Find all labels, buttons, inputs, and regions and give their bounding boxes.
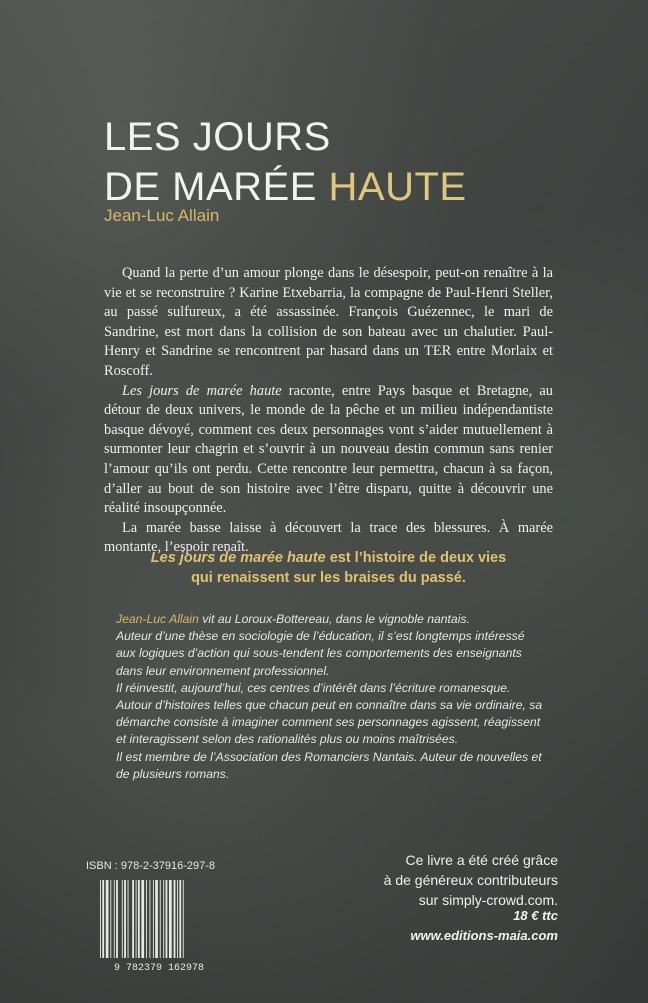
barcode-bar: [177, 880, 178, 958]
barcode-bar: [160, 880, 161, 958]
barcode-bar: [114, 880, 115, 958]
bio-paragraph-1: [116, 611, 544, 628]
tagline: [104, 548, 553, 588]
barcode-bar: [155, 880, 158, 958]
barcode-bar: [153, 880, 154, 958]
barcode-bar: [132, 880, 134, 958]
crowdfunding-credit: [298, 850, 558, 910]
bio-author-name: Jean-Luc Allain: [116, 612, 199, 626]
blurb-paragraph-1: Quand la perte d’un amour plonge dans le désespoir, peut-on renaître à la vie et se reconstruire ? Karine Etxebarria, la compagne de Paul-Henri Steller, au passé sulfureux, a été assassinée. François Guézennec, le mari de Sandrine, est mort dans la collision de son bateau avec un chalutier. Paul-Henry et Sandrine se rencontrent par hasard dans un TER entre Morlaix et Roscoff.: [104, 265, 553, 379]
bio-paragraph-3: Il réinvestit, aujourd’hui, ces centres d’intérêt dans l’écriture romanesque. Autour d’histoires telles que chacun peut en connaître dans sa vie ordinaire, sa démarche consiste à imaginer comment ses personnages agissent, réagissent et interagissent selon des rationalités plus ou moins maîtrisées.: [116, 680, 543, 747]
publisher-website-link[interactable]: www.editions-maia.com: [410, 928, 558, 943]
blurb-paragraph-2-text: raconte, entre Pays basque et Bretagne, au détour de deux univers, le monde de la pêche et un milieu indépendantiste basque dévoyé, comment ces deux personnages vont s’aider mutuellement à surmonter leur chagrin et s’ouvrir à un nouveau destin commun sans renier l’amour qu’ils ont perdu. Cette rencontre leur permettra, chacun à sa façon, d’aller au bout de son histoire avec l’être disparu, quitte à découvrir une réalité insoupçonnée.: [104, 382, 553, 517]
barcode-bar: [146, 880, 147, 958]
blurb-paragraph-2: [104, 382, 553, 519]
barcode-bar: [106, 880, 109, 958]
credit-line-1: Ce livre a été créé grâce: [405, 852, 558, 868]
isbn-block: [86, 860, 236, 972]
author-bio: [116, 611, 544, 783]
barcode-digits: 9 782379 162978: [113, 963, 205, 972]
title-word-haute: HAUTE: [328, 165, 467, 209]
barcode-bar: [179, 880, 181, 958]
barcode-bar: [102, 880, 104, 958]
barcode-bar: [166, 880, 168, 958]
barcode-bar: [122, 880, 123, 958]
barcode-bar: [128, 880, 129, 958]
blurb-paragraph-3: La marée basse laisse à découvert la trace des blessures. À marée montante, l’espoir renaît.: [104, 519, 553, 556]
book-title: [104, 112, 467, 212]
barcode-icon: [94, 880, 224, 972]
barcode-bar: [136, 880, 137, 958]
barcode-bar: [124, 880, 126, 958]
tagline-line-2: qui renaissent sur les braises du passé.: [191, 570, 466, 586]
blurb-book-title: Les jours de marée haute: [122, 382, 282, 399]
bio-paragraph-1-text: vit au Loroux-Bottereau, dans le vignoble nantais.: [198, 612, 470, 626]
tagline-line-1: [104, 548, 553, 568]
barcode-bar: [149, 880, 150, 958]
barcode-bar: [138, 880, 140, 958]
barcode-bar: [163, 880, 164, 958]
credit-line-2: à de généreux contributeurs: [383, 872, 558, 888]
barcode-bar: [110, 880, 111, 958]
title-line-1: LES JOURS: [104, 115, 331, 159]
tagline-book-title: Les jours de marée haute: [150, 550, 326, 566]
barcode-bar: [116, 880, 118, 958]
title-line-2-white: DE MARÉE: [104, 165, 329, 209]
barcode-bar: [169, 880, 172, 958]
price-label: 18 € ttc: [513, 908, 558, 923]
barcode-bar: [141, 880, 144, 958]
barcode-bar: [100, 880, 101, 958]
credit-line-3: sur simply-crowd.com.: [418, 892, 558, 908]
barcode-bar: [174, 880, 176, 958]
isbn-label: ISBN : 978-2-37916-297-8: [86, 860, 216, 872]
barcode-bar: [183, 880, 184, 958]
blurb: [104, 264, 553, 558]
bio-paragraph-2: Auteur d’une thèse en sociologie de l’éducation, il s’est longtemps intéressé aux logiques d’action qui sous-tendent les comportements des enseignants dans leur environnement professionnel.: [116, 629, 525, 678]
tagline-line-1-text: est l’histoire de deux vies: [325, 550, 507, 566]
bio-paragraph-4: Il est membre de l’Association des Romanciers Nantais. Auteur de nouvelles et de plusieurs romans.: [116, 749, 542, 781]
author-name: Jean-Luc Allain: [104, 206, 220, 225]
title-line-2: [104, 162, 467, 212]
